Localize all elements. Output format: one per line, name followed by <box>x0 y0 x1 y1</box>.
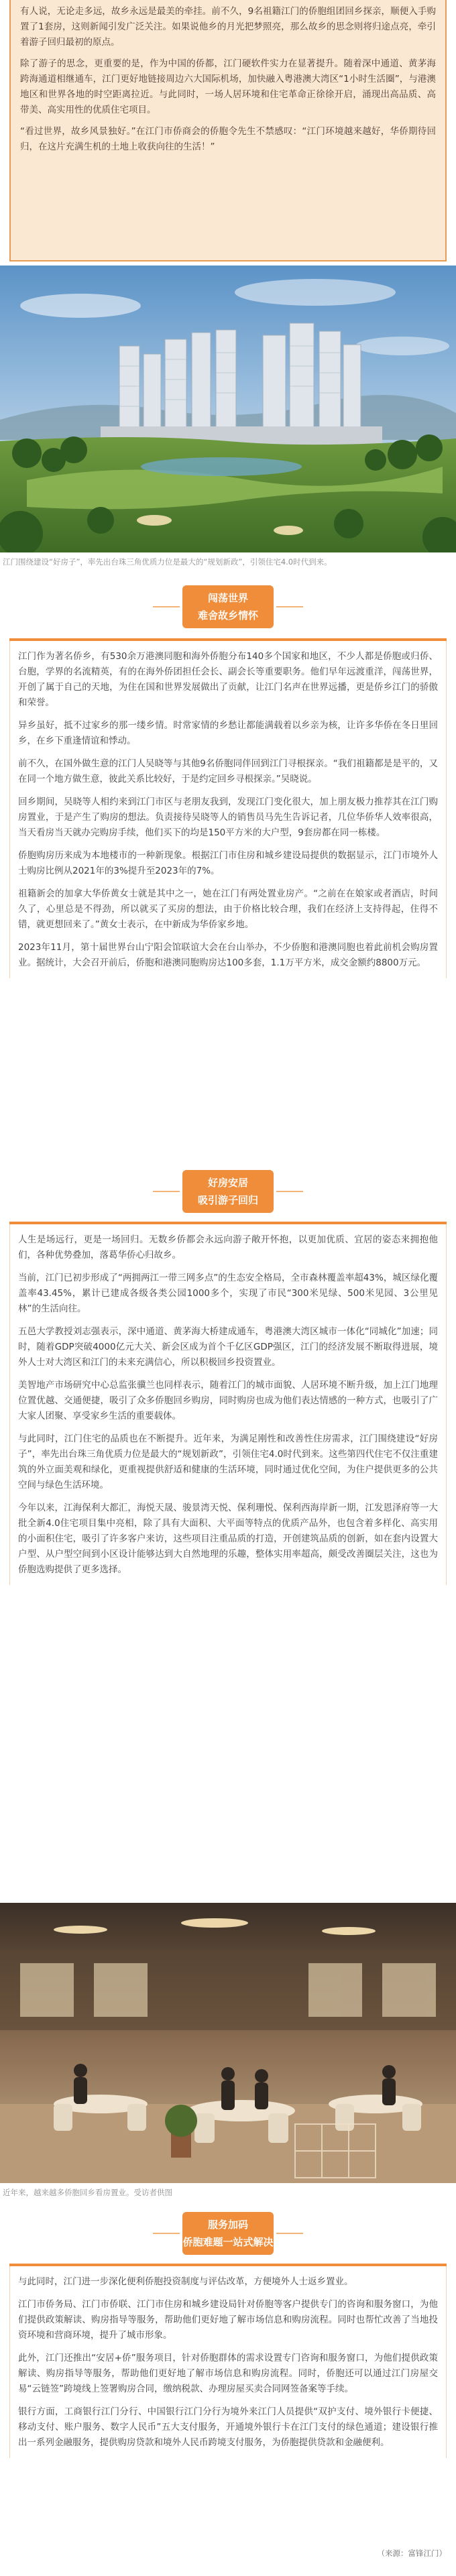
header-divider <box>153 1191 180 1192</box>
source-credit: （来源：富锋江门） <box>377 2549 447 2558</box>
section-title-pill <box>182 1170 274 1213</box>
section-title-pill <box>182 2212 274 2255</box>
section-header-housing <box>0 1168 456 1215</box>
paragraph: 当前，江门已初步形成了“两拥两江一带三网多点”的生态安全格局，全市森林覆盖率超43%，城区绿化覆盖率43.45%，累计已建成各级各类公园1000多个，实现了市民“300米见绿、500米见园、3公里见林”的生活向往。 <box>18 1273 438 1314</box>
paragraph: 五邑大学教授刘志强表示，深中通道、黄茅海大桥建成通车，粤港澳大湾区城市一体化“同城化”加速；同时，随着GDP突破4000亿元大关、新会区成为首个千亿区GDP强区，江门的经济发展不断取得进展，境外人士对大湾区和江门的未来充满信心，所以积极回乡投资置业。 <box>18 1326 438 1368</box>
paragraph: 江门市侨务局、江门市侨联、江门市住房和城乡建设局针对侨胞等客户提供专门的咨询和服务窗口，为他们提供政策解读、购房指导等服务，帮助他们更好地了解市场信息和购房流程。同时也帮忙改善了当地投资环境和营商环境，提升了城市形象。 <box>18 2299 438 2341</box>
paragraph: 前不久，在国外做生意的江门人吴晓等与其他9名侨胞同伴回到江门寻根探亲。“我们祖籍都是是平的，又在同一个地方做生意，彼此关系比较好，于是约定回乡寻根探亲。”吴晓说。 <box>18 758 438 784</box>
intro-paragraph: 有人说，无论走多远，故乡永远是最美的牵挂。前不久，9名祖籍江门的侨胞组团回乡探亲，顺便入手购置了1套房，这则新闻引发广泛关注。如果说他乡的月光把梦照亮，那么故乡的思念则将归途点亮，牵引着游子回归最初的原点。 <box>20 6 436 48</box>
section-header-world <box>0 583 456 630</box>
section-world-body <box>9 638 447 1164</box>
paragraph: 祖籍新会的加拿大华侨黄女士就是其中之一，她在江门有两处置业房产。“之前在在娘家或者酒店，时间久了，心里总是不得劲，所以就买了买房的想法，由于价格比较合理，我们在经济上支持得起，住得不错，就更想回来了。”黄女士表示，在中新成为华侨家乡地。 <box>18 888 438 930</box>
section-housing-body <box>9 1222 447 1899</box>
towers-illustration <box>0 266 456 552</box>
section-title-pill <box>182 585 274 628</box>
paragraph: 人生是场远行，更是一场回归。无数乡侨都会永远向游子敞开怀抱，以更加优质、宜居的姿态来拥抱他们，各种优势叠加，落葛华侨心归故乡。 <box>18 1234 438 1261</box>
section-service-body <box>9 2264 447 2545</box>
section-title-line2: 吸引游子回归 <box>197 1194 258 1206</box>
paragraph: 侨胞购房历来成为本地楼市的一种新现象。根据江门市住房和城乡建设局提供的数据显示，江门市境外人士购房比例从2021年的3%提升至2023年的7%。 <box>18 850 438 876</box>
section-title-line2: 侨胞难题一站式解决 <box>182 2236 274 2248</box>
header-divider <box>276 2233 303 2234</box>
section-text <box>9 641 447 978</box>
paragraph: 与此同时，江门进一步深化便利侨胞投资制度与评估改革，方便境外人士返乡置业。 <box>18 2276 353 2287</box>
section-text <box>9 1224 447 1585</box>
paragraph: 今年以来，江海保利大都汇，海悦天晟、骏景湾天悦、保利珊悦、保利西海岸新一期，江发恩泽府等一大批全新4.0住宅项目集中亮相，除了具有大面积、大平面等特点的优质产品外，也包含着多样化、高实用的小面积住宅，吸引了许多客户来访，这些项目注重品质的打造，开创建筑品质的创新，如在套内设置大户型、从户型空间到小区设计能够达到大自然地理的乐趣，整体实用率超高，颇受改善圈层关注，这也为侨胞选购提供了更多选择。 <box>18 1503 438 1575</box>
paragraph: 与此同时，江门住宅的品质也在不断提升。近年来，为满足刚性和改善性住房需求，江门围绕建设“好房子”，率先出台珠三角优质力位是最大的“规划新政”，引领住宅4.0时代到来。这些第四代住宅不仅注重建筑的外立面美观和绿化，更重视提供舒适和健康的生活环境，同时通过优化空间，为住户提供更多的公共空间与绿色生活环境。 <box>18 1433 438 1490</box>
photo-caption: 江门围绕建设“好房子”，率先出台珠三角优质力位是最大的“规划新政”，引领住宅4.0时代到来。 <box>3 557 332 567</box>
intro-paragraph: “看过世界，故乡风景独好。”在江门市侨商会的侨胞令先生不禁感叹：“江门环境越来越好，华侨期待回归，在这片充满生机的土地上收获向往的生活！” <box>20 126 436 152</box>
section-text <box>9 2266 447 2458</box>
header-divider <box>276 606 303 607</box>
paragraph: 江门作为著名侨乡，有530余万港澳同胞和海外侨胞分布140多个国家和地区，不少人都是侨胞或归侨、台胞，学界的名流精英，有的在海外侨团担任会长、副会长等重要职务。他们早年远渡重洋，闯荡世界，开创了属于自己的天地，为住在国和世界发展做出了贡献，让江门名声在世界远播，更是侨乡江门的骄傲和荣誉。 <box>18 651 438 708</box>
header-divider <box>153 2233 180 2234</box>
intro-paragraph: 除了游子的思念，更重要的是，作为中国的侨都，江门硬软件实力在显著提升。随着深中通道、黄茅海跨海通道相继通车，江门更好地链接周边六大国际机场，加快融入粤港澳大湾区“1小时生活圈”，与港澳地区和世界各地的时空距离拉近。与此同时，一场人居环境和住宅革命正徐徐开启，涌现出高品质、高带美、高实用性的优质住宅项目。 <box>20 58 436 115</box>
photo-sales-office <box>0 1903 456 2183</box>
paragraph: 美智地产市场研究中心总监张骥兰也同样表示，随着江门的城市面貌、人居环境不断升级，加上江门地理位置优越、交通便捷，吸引了众多侨胞回乡购房，同时购房也成为他们表达情感的一种方式，也吸引了广大家人团聚、享受家乡生活的重要载体。 <box>18 1380 438 1421</box>
photo-residential-towers <box>0 266 456 552</box>
header-divider <box>153 606 180 607</box>
photo-caption: 近年来，越来越多侨胞回乡看房置业。受访者供图 <box>3 2188 172 2197</box>
section-title-line1: 好房安居 <box>207 1177 248 1189</box>
paragraph: 此外，江门还推出“安居+侨”服务项目，针对侨胞群体的需求设置专门咨询和服务窗口，为他们提供政策解读、购房指导等服务，帮助他们更好地了解市场信息和购房流程。同时，侨胞还可以通过江门房屋交易“云链签”跨境线上签署购房合同，缴纳税款、办理房屋买卖合同网签备案等手续。 <box>18 2353 438 2394</box>
section-title-line2: 难舍故乡情怀 <box>197 609 258 622</box>
paragraph: 银行方面，工商银行江门分行、中国银行江门分行为境外来江门人员提供“双护支付、境外银行卡便捷、移动支付、账户服务、数字人民币”五大支付服务，开通境外银行卡在江门支付的绿色通道；建设银行推出一系列金融服务，提供购房贷款和境外人民币跨境支付服务，为侨胞提供贷款和金融便利。 <box>18 2406 438 2448</box>
header-divider <box>276 1191 303 1192</box>
sales-office-illustration <box>0 1903 456 2183</box>
paragraph: 2023年11月，第十届世界台山宁阳会馆联谊大会在台山举办，不少侨胞和港澳同胞也着此前机会购房置业。据统计，大会召开前后，侨胞和港澳同胞购房达100多套，1.1万平方米，成交金额约8800万元。 <box>18 942 438 968</box>
section-title-line1: 闯荡世界 <box>207 592 248 604</box>
paragraph: 异乡虽好，抵不过家乡的那一缕乡情。时常家情的乡愁让都能满载着以乡亲为核，让许多华侨在冬日里回乡，在乡下重逢情谊和悸动。 <box>18 720 438 746</box>
section-header-service <box>0 2210 456 2257</box>
section-title-line1: 服务加码 <box>207 2219 248 2231</box>
intro-box <box>9 0 447 261</box>
paragraph: 回乡期间，吴晓等人相约来到江门市区与老朋友我到，发现江门变化很大，加上朋友极力推荐其在江门购房置业，于是产生了购房的想法。负责接待吴晓等人的销售员马先生告诉记者，几位华侨华人效率很高，当天看房当天就办完购房手续，他们买下的均是150平方米的大户型，9套房都在同一栋楼。 <box>18 797 438 838</box>
